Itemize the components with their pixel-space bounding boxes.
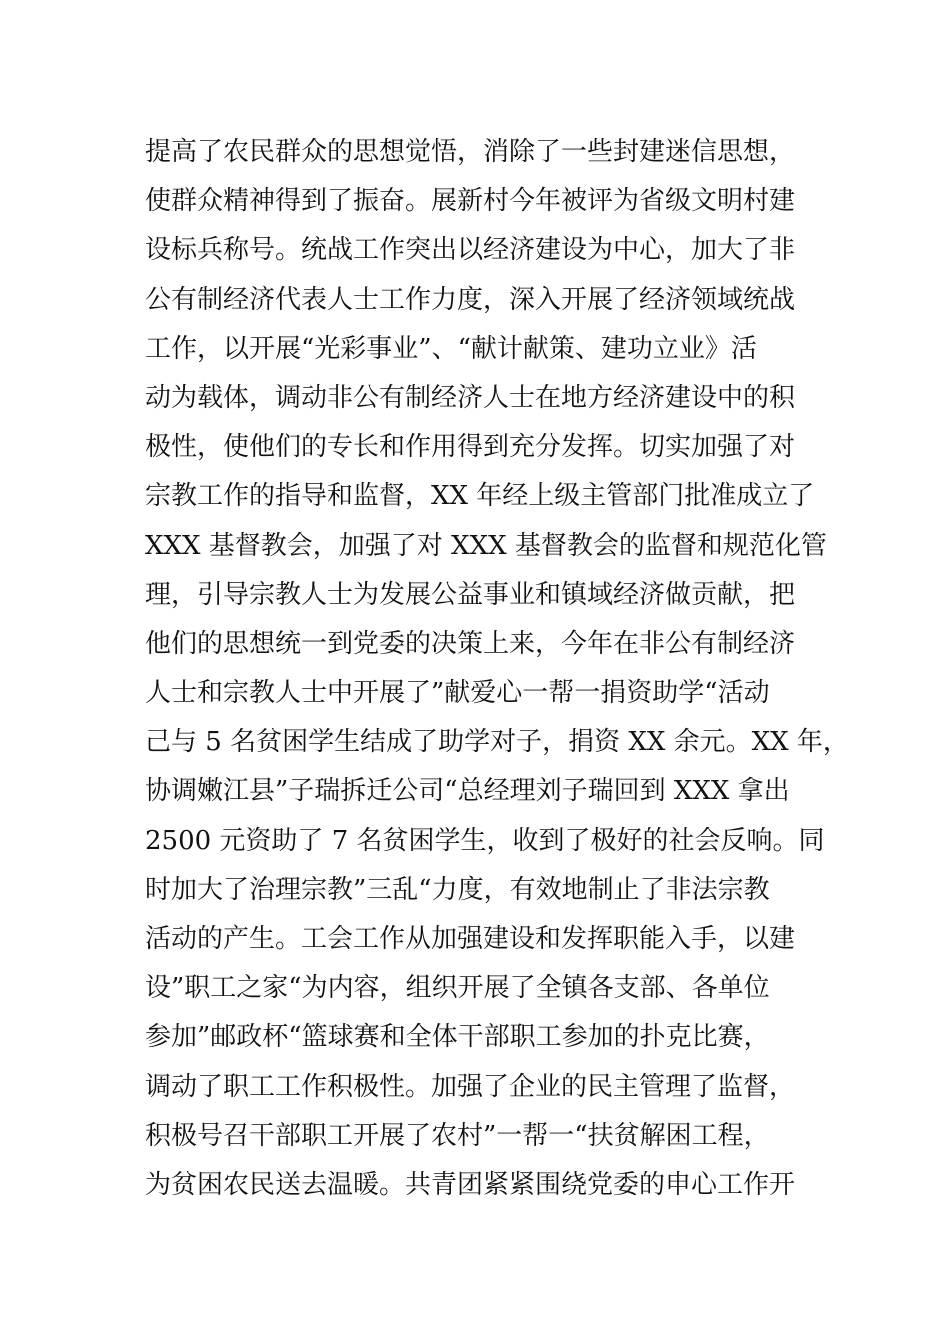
text-line: 提高了农民群众的思想觉悟，消除了一些封建迷信思想， — [145, 137, 796, 167]
text-line: 极性，使他们的专长和作用得到充分发挥。切实加强了对 — [145, 432, 796, 463]
text-line: 动为载体，调动非公有制经济人士在地方经济建设中的积 — [145, 382, 796, 413]
text-line: 2500 元资助了 7 名贫困学生，收到了极好的社会反响。同 — [145, 825, 825, 856]
text-line: 他们的思想统一到党委的决策上来，今年在非公有制经济 — [145, 628, 796, 659]
text-line: 宗教工作的指导和监督，XX 年经上级主管部门批准成立了 — [145, 481, 815, 512]
text-line: 调动了职工工作积极性。加强了企业的民主管理了监督， — [145, 1071, 796, 1102]
text-line: XXX 基督教会，加强了对 XXX 基督教会的监督和规范化管 — [145, 530, 827, 561]
text-line: 工作，以开展“光彩事业”、“献计献策、建功立业》活 — [145, 333, 757, 364]
text-line: 使群众精神得到了振奋。展新村今年被评为省级文明村建 — [145, 186, 796, 217]
text-line: 积极号召干部职工开展了农村”一帮一“扶贫解困工程， — [145, 1120, 770, 1151]
text-line: 活动的产生。工会工作从加强建设和发挥职能入手，以建 — [145, 924, 796, 954]
text-line: 设”职工之家“为内容，组织开展了全镇各支部、各单位 — [145, 973, 770, 1004]
text-line: 己与 5 名贫困学生结成了助学对子，捐资 XX 余元。XX 年， — [145, 727, 849, 758]
text-line: 公有制经济代表人士工作力度，深入开展了经济领域统战 — [145, 284, 796, 315]
text-line: 为贫困农民送去温暖。共青团紧紧围绕党委的申心工作开 — [145, 1169, 796, 1200]
text-line: 时加大了治理宗教”三乱“力度，有效地制止了非法宗教 — [145, 874, 770, 905]
text-line: 参加”邮政杯“篮球赛和全体干部职工参加的扑克比赛， — [145, 1022, 770, 1053]
text-line: 人士和宗教人士中开展了”献爱心一帮一捐资助学“活动 — [145, 678, 770, 709]
text-line: 理，引导宗教人士为发展公益事业和镇域经济做贡献，把 — [145, 579, 796, 610]
body-text — [145, 128, 849, 1210]
text-line: 设标兵称号。统战工作突出以经济建设为中心，加大了非 — [145, 235, 796, 266]
text-line: 协调嫩江县”子瑞拆迁公司“总经理刘子瑞回到 XXX 拿出 — [145, 776, 790, 807]
